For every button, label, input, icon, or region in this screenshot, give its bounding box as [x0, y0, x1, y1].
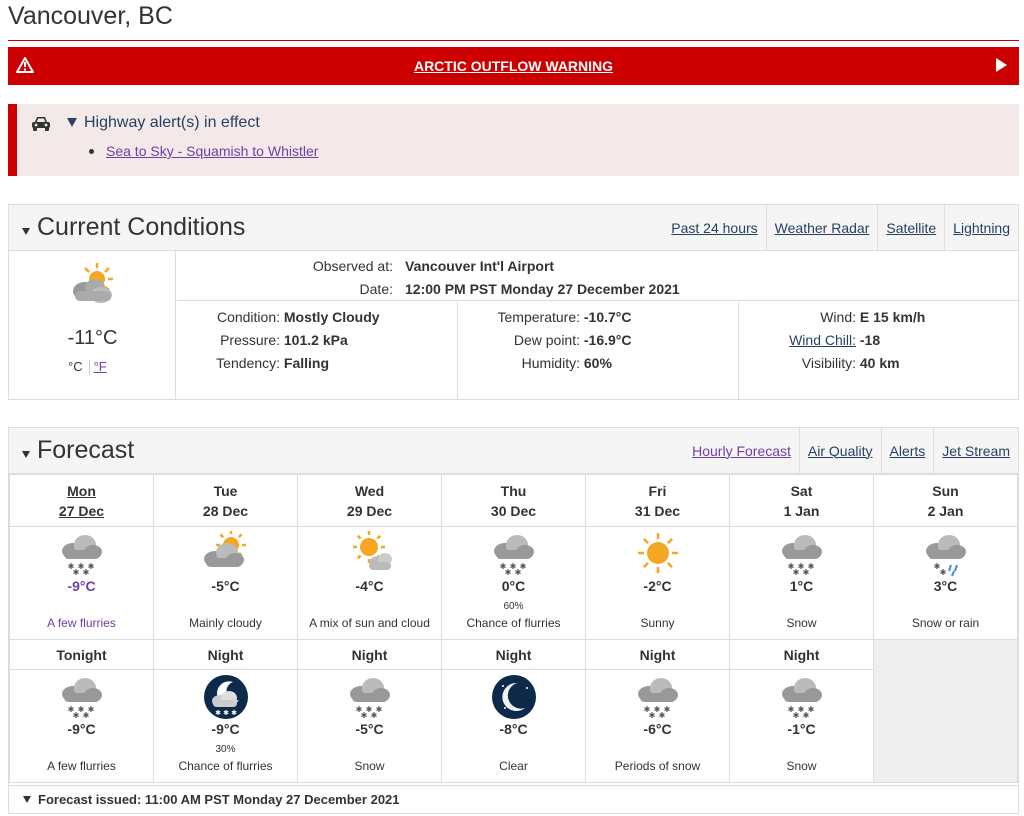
forecast-day-name: Fri	[648, 483, 667, 499]
dew-point-label: Dew point:	[513, 332, 580, 348]
forecast-issued-text: Forecast issued: 11:00 AM PST Monday 27 December 2021	[38, 792, 400, 807]
temperature-value: -10.7°C	[583, 309, 632, 325]
forecast-day-temp: -9°C	[67, 578, 96, 594]
unit-celsius: °C	[68, 359, 83, 374]
forecast-day-date: 2 Jan	[927, 503, 964, 519]
tendency-label: Tendency:	[216, 355, 280, 371]
humidity-label: Humidity:	[521, 355, 580, 371]
svg-text:✱: ✱	[370, 711, 377, 720]
svg-text:✱: ✱	[67, 705, 74, 714]
svg-text:✱: ✱	[658, 711, 665, 720]
unit-fahrenheit-link[interactable]: °F	[93, 359, 107, 374]
tab-satellite[interactable]: Satellite	[877, 205, 944, 250]
pressure-label: Pressure:	[220, 332, 280, 348]
condition-label: Condition:	[216, 309, 280, 325]
visibility-label: Visibility:	[801, 355, 856, 371]
forecast-night-cell	[10, 670, 154, 783]
svg-text:✱: ✱	[72, 711, 79, 720]
snow-icon	[779, 531, 825, 580]
forecast-day-summary: Snow	[786, 616, 817, 630]
title-divider	[8, 40, 1019, 41]
forecast-night-pop: 30%	[215, 744, 236, 755]
svg-text:✱: ✱	[214, 710, 221, 717]
svg-text:✱: ✱	[222, 710, 229, 717]
forecast-day-temp: 3°C	[933, 578, 958, 594]
collapse-caret-icon[interactable]	[22, 228, 30, 235]
svg-text:✱: ✱	[663, 705, 670, 714]
forecast-night-cell	[298, 670, 442, 783]
forecast-night-temp: -9°C	[211, 721, 240, 737]
highway-alert-box	[8, 104, 1019, 176]
forecast-day-cell	[154, 527, 298, 640]
warning-link[interactable]: ARCTIC OUTFLOW WARNING	[413, 58, 614, 74]
svg-text:✱: ✱	[77, 562, 84, 571]
svg-text:✱: ✱	[509, 562, 516, 571]
forecast-day-cell	[730, 527, 874, 640]
forecast-day-temp: -4°C	[355, 578, 384, 594]
unit-switch	[68, 359, 107, 375]
forecast-day-header[interactable]	[874, 475, 1018, 527]
forecast-day-cell	[10, 527, 154, 640]
svg-text:✱: ✱	[933, 562, 940, 571]
highway-alert-heading[interactable]: Highway alert(s) in effect	[84, 114, 260, 131]
svg-text:✱: ✱	[792, 568, 799, 577]
dew-point-value: -16.9°C	[583, 332, 632, 348]
play-arrow-icon[interactable]	[996, 58, 1007, 72]
forecast-day-summary: A few flurries	[47, 616, 116, 630]
svg-text:✱: ✱	[375, 705, 382, 714]
forecast-day-header[interactable]	[10, 475, 154, 527]
humidity-value: 60%	[583, 355, 612, 371]
forecast-day-header[interactable]	[586, 475, 730, 527]
observation-info	[177, 251, 1020, 301]
forecast-day-name: Mon	[67, 483, 96, 499]
forecast-day-temp: 0°C	[501, 578, 526, 594]
svg-text:✱: ✱	[82, 711, 89, 720]
visibility-value: 40 km	[859, 355, 900, 371]
temperature-label: Temperature:	[497, 309, 580, 325]
flurries-icon	[491, 531, 537, 580]
forecast-day-header[interactable]	[730, 475, 874, 527]
forecast-day-summary: Chance of flurries	[466, 616, 561, 630]
forecast-day-name: Thu	[500, 483, 527, 499]
svg-text:✱: ✱	[67, 562, 74, 571]
forecast-day-name: Sun	[932, 483, 959, 499]
svg-text:✱: ✱	[77, 705, 84, 714]
forecast-day-temp: -5°C	[211, 578, 240, 594]
pressure-value: 101.2 kPa	[283, 332, 348, 348]
forecast-day-name: Sat	[790, 483, 813, 499]
forecast-table	[9, 474, 1018, 783]
bullet-icon	[89, 149, 94, 154]
tab-jet-stream[interactable]: Jet Stream	[933, 428, 1018, 473]
snow-or-rain-icon	[923, 531, 969, 580]
svg-text:✱: ✱	[360, 711, 367, 720]
observed-at-label: Observed at:	[312, 258, 393, 274]
svg-text:✱: ✱	[802, 711, 809, 720]
current-conditions-heading[interactable]: Current Conditions	[37, 213, 246, 241]
forecast-night-header: Night	[154, 640, 298, 670]
svg-text:✱: ✱	[939, 568, 946, 577]
sun-and-cloud-icon	[347, 531, 393, 580]
forecast-night-cell	[586, 670, 730, 783]
svg-text:✱: ✱	[802, 568, 809, 577]
tab-past-24-hours[interactable]: Past 24 hours	[671, 219, 758, 236]
current-conditions-panel	[8, 204, 1019, 400]
forecast-night-cell	[730, 670, 874, 783]
forecast-empty-cell	[874, 640, 1018, 783]
forecast-day-header[interactable]	[442, 475, 586, 527]
forecast-night-summary: Snow	[354, 759, 385, 773]
forecast-day-summary: Snow or rain	[911, 616, 980, 630]
forecast-night-header: Night	[442, 640, 586, 670]
tab-lightning[interactable]: Lightning	[944, 205, 1018, 250]
forecast-day-date: 30 Dec	[490, 503, 537, 519]
forecast-day-date: 27 Dec	[58, 503, 105, 519]
car-icon	[31, 115, 51, 136]
wind-chill-value: -18	[859, 332, 881, 348]
svg-text:✱: ✱	[87, 562, 94, 571]
forecast-day-date: 1 Jan	[783, 503, 820, 519]
forecast-day-pop: 60%	[503, 601, 524, 612]
forecast-issued-bar[interactable]	[8, 786, 1019, 814]
current-temperature: -11°C	[67, 327, 118, 349]
forecast-night-header: Night	[730, 640, 874, 670]
svg-text:✱: ✱	[648, 711, 655, 720]
svg-text:✱: ✱	[519, 562, 526, 571]
expand-caret-icon[interactable]	[67, 118, 77, 127]
forecast-day-header[interactable]	[154, 475, 298, 527]
svg-text:✱: ✱	[787, 562, 794, 571]
wind-chill-link[interactable]: Wind Chill:	[789, 332, 856, 348]
highway-alert-link[interactable]: Sea to Sky - Squamish to Whistler	[106, 143, 319, 159]
forecast-day-summary: Sunny	[640, 616, 675, 630]
current-summary	[9, 251, 176, 399]
mainly-cloudy-icon	[203, 531, 249, 580]
forecast-night-summary: A few flurries	[47, 759, 116, 773]
flurries-icon	[59, 531, 105, 580]
forecast-night-temp: -9°C	[67, 721, 96, 737]
conditions-column-1	[177, 302, 457, 399]
svg-text:✱: ✱	[365, 705, 372, 714]
tab-weather-radar[interactable]: Weather Radar	[766, 205, 878, 250]
sunny-icon	[635, 531, 681, 580]
forecast-night-cell	[442, 670, 586, 783]
tendency-value: Falling	[283, 355, 330, 371]
periods-of-snow-icon	[635, 674, 681, 723]
svg-text:✱: ✱	[807, 562, 814, 571]
svg-text:✱: ✱	[87, 705, 94, 714]
conditions-column-3	[739, 302, 1020, 399]
collapse-caret-icon[interactable]	[22, 451, 30, 458]
forecast-day-cell	[874, 527, 1018, 640]
forecast-day-date: 28 Dec	[202, 503, 249, 519]
date-label: Date:	[359, 281, 393, 297]
forecast-day-header[interactable]	[298, 475, 442, 527]
date-value: 12:00 PM PST Monday 27 December 2021	[405, 281, 680, 297]
snow-icon	[779, 674, 825, 723]
mostly-cloudy-icon	[67, 261, 117, 310]
svg-text:✱: ✱	[230, 710, 237, 717]
wind-value: E 15 km/h	[859, 309, 926, 325]
forecast-day-cell	[586, 527, 730, 640]
observed-at-value: Vancouver Int'l Airport	[405, 258, 555, 274]
forecast-day-temp: 1°C	[789, 578, 814, 594]
forecast-night-cell	[154, 670, 298, 783]
forecast-day-summary: Mainly cloudy	[189, 616, 262, 630]
forecast-night-temp: -6°C	[643, 721, 672, 737]
forecast-night-summary: Periods of snow	[614, 759, 701, 773]
svg-text:✱: ✱	[499, 562, 506, 571]
tab-air-quality[interactable]: Air Quality	[799, 428, 881, 473]
night-flurries-icon	[203, 674, 249, 723]
forecast-night-header: Tonight	[10, 640, 154, 670]
svg-text:✱: ✱	[643, 705, 650, 714]
tab-alerts[interactable]: Alerts	[881, 428, 934, 473]
forecast-day-name: Tue	[213, 483, 238, 499]
svg-text:✱: ✱	[787, 705, 794, 714]
warning-triangle-icon	[16, 57, 34, 76]
current-conditions-header	[9, 205, 1018, 251]
svg-text:✱: ✱	[514, 568, 521, 577]
expand-caret-icon[interactable]	[23, 796, 31, 803]
flurries-icon	[59, 674, 105, 723]
wind-label: Wind:	[820, 309, 856, 325]
forecast-day-name: Wed	[354, 483, 385, 499]
forecast-night-header: Night	[298, 640, 442, 670]
page-title: Vancouver, BC	[8, 2, 173, 30]
forecast-night-summary: Chance of flurries	[178, 759, 273, 773]
warning-banner[interactable]	[8, 47, 1019, 85]
svg-text:✱: ✱	[797, 705, 804, 714]
forecast-day-cell	[442, 527, 586, 640]
svg-text:✱: ✱	[504, 568, 511, 577]
forecast-tabs	[684, 428, 1018, 473]
svg-text:✱: ✱	[653, 705, 660, 714]
forecast-night-header: Night	[586, 640, 730, 670]
forecast-day-cell	[298, 527, 442, 640]
forecast-day-temp: -2°C	[643, 578, 672, 594]
forecast-night-temp: -8°C	[499, 721, 528, 737]
svg-text:✱: ✱	[72, 568, 79, 577]
forecast-header	[9, 428, 1018, 474]
forecast-night-summary: Snow	[786, 759, 817, 773]
svg-text:✱: ✱	[807, 705, 814, 714]
svg-text:✱: ✱	[355, 705, 362, 714]
forecast-day-date: 31 Dec	[634, 503, 681, 519]
forecast-day-date: 29 Dec	[346, 503, 393, 519]
conditions-column-2	[458, 302, 738, 399]
snow-icon	[347, 674, 393, 723]
svg-text:✱: ✱	[797, 562, 804, 571]
clear-night-icon	[491, 674, 537, 723]
condition-value: Mostly Cloudy	[283, 309, 380, 325]
svg-text:✱: ✱	[792, 711, 799, 720]
forecast-night-temp: -1°C	[787, 721, 816, 737]
forecast-day-summary: A mix of sun and cloud	[309, 616, 430, 630]
current-tabs	[663, 205, 1018, 250]
forecast-night-temp: -5°C	[355, 721, 384, 737]
svg-text:✱: ✱	[82, 568, 89, 577]
forecast-panel	[8, 427, 1019, 786]
tab-hourly-forecast[interactable]: Hourly Forecast	[692, 442, 791, 459]
forecast-night-summary: Clear	[499, 759, 528, 773]
forecast-heading[interactable]: Forecast	[37, 436, 135, 464]
